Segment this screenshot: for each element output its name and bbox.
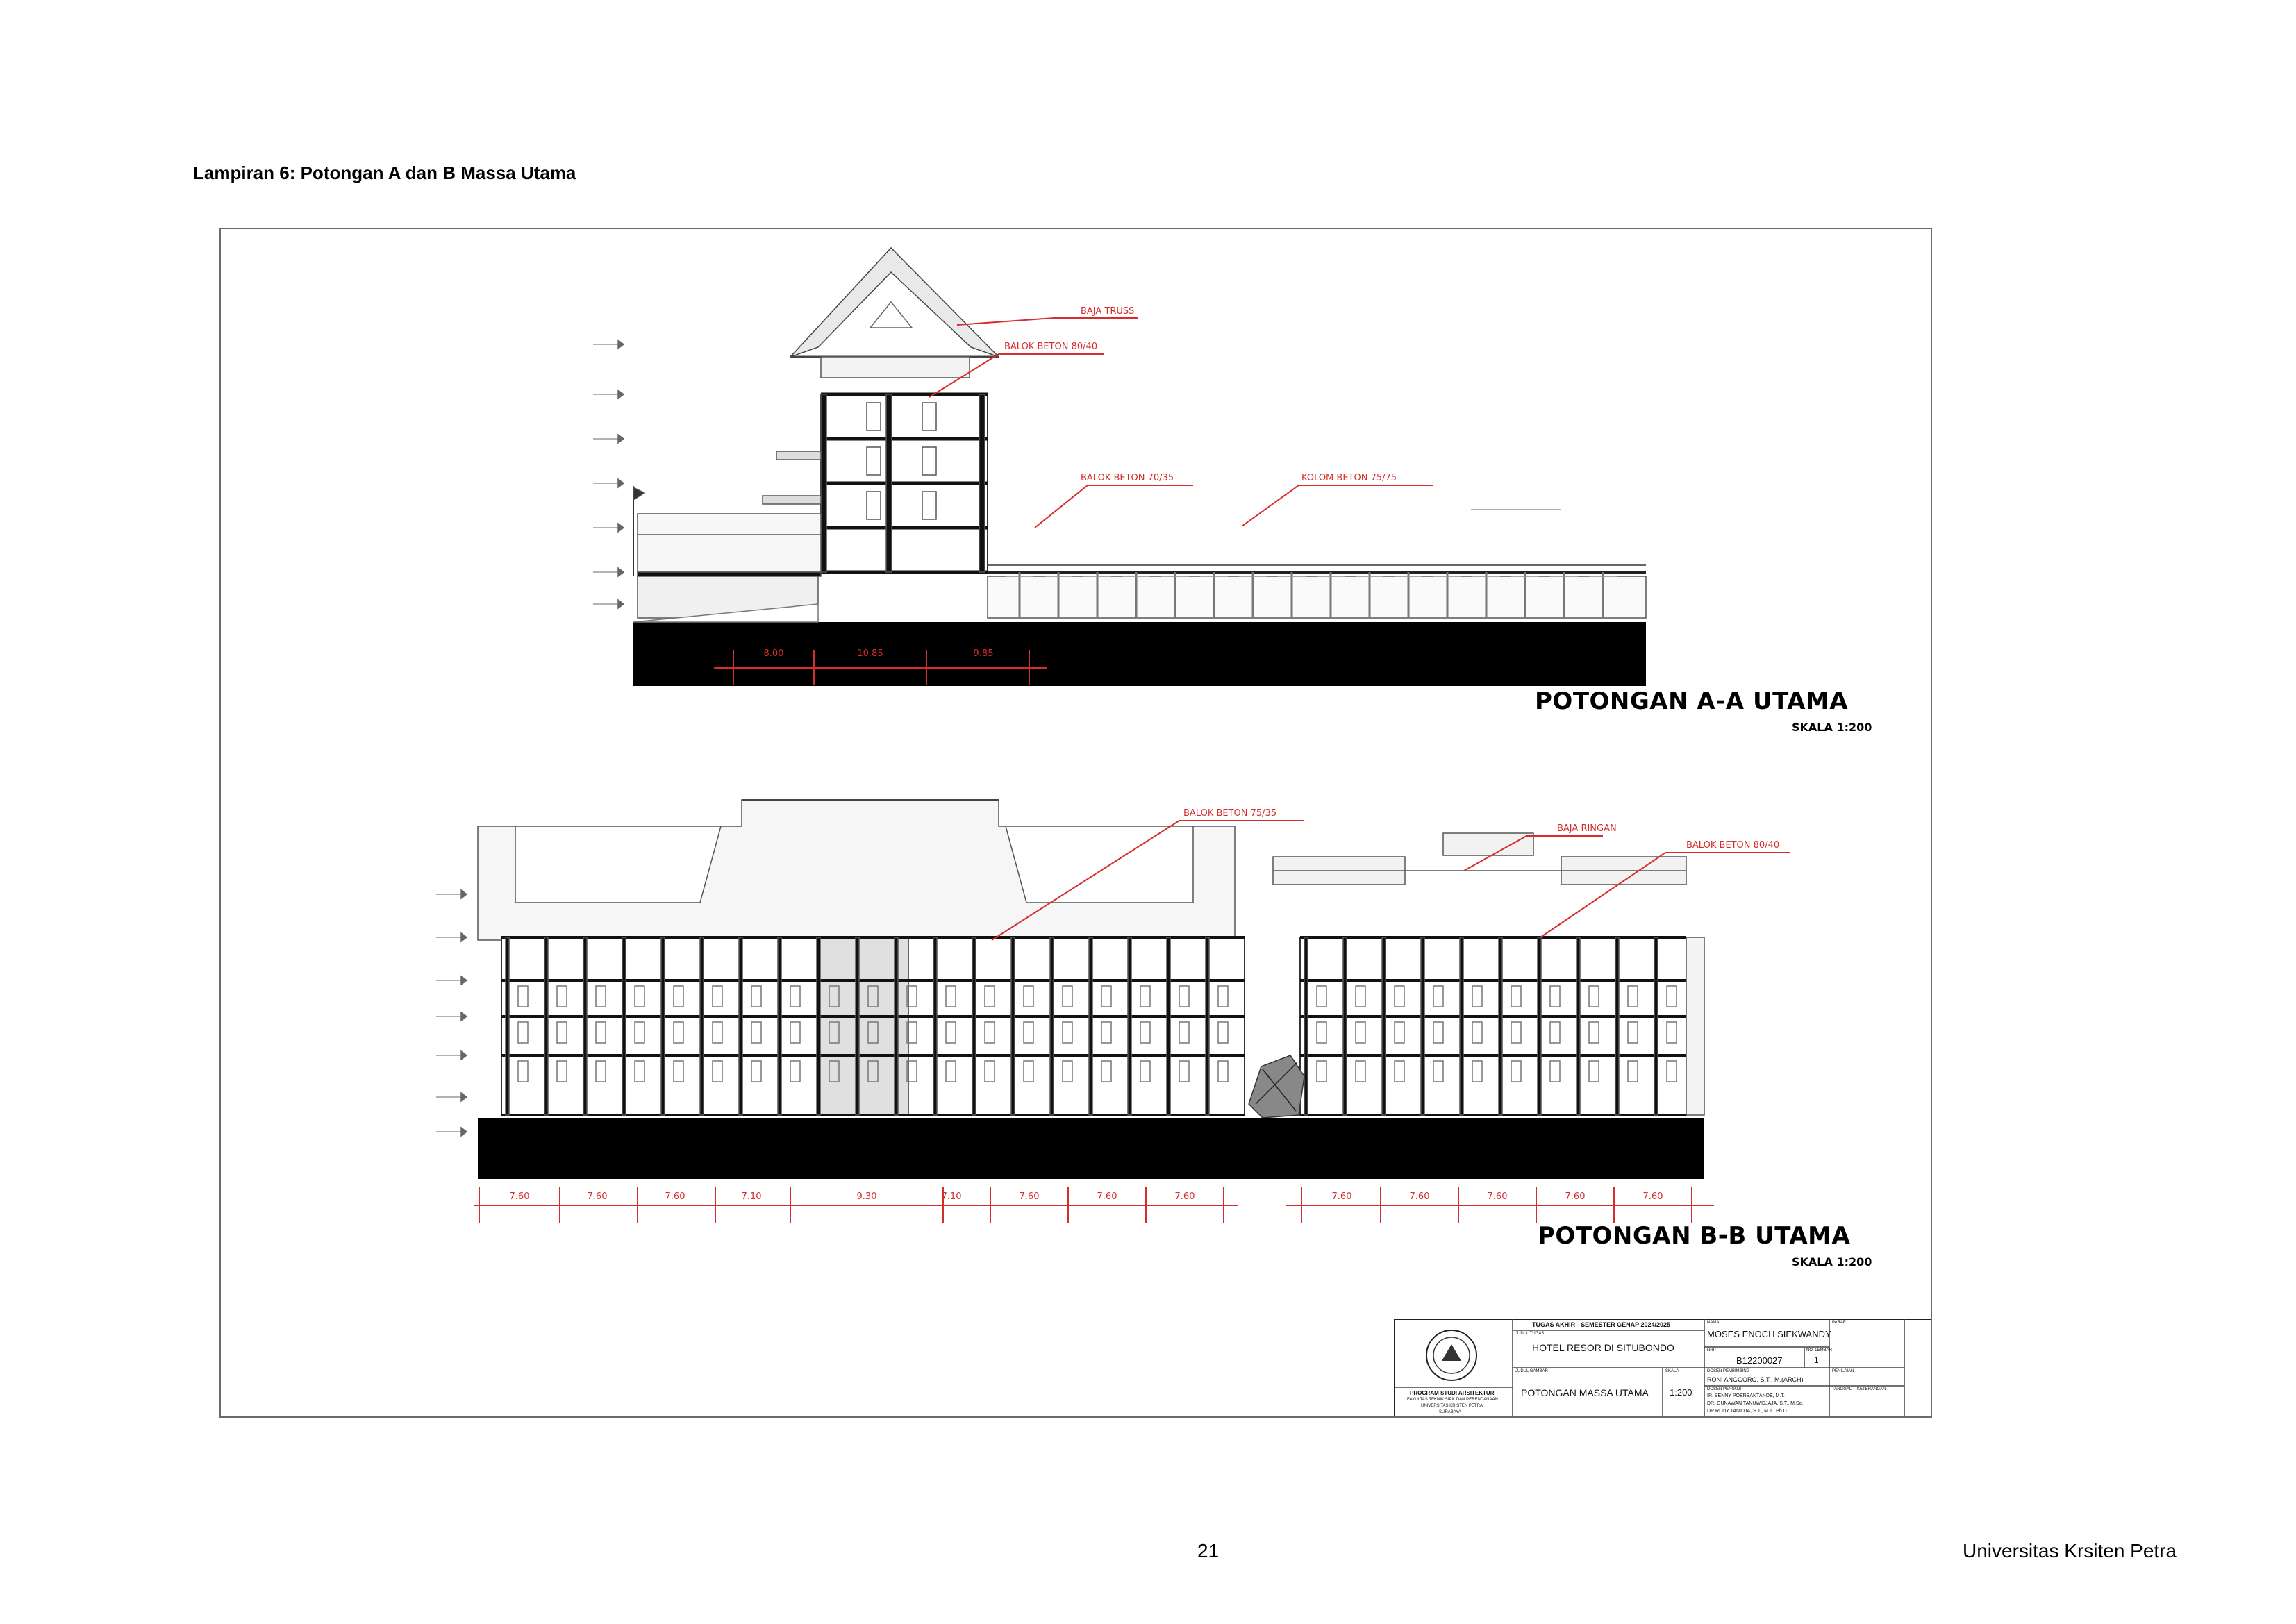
footer-institution: Universitas Krsiten Petra — [1963, 1540, 2177, 1562]
column — [1382, 937, 1386, 1115]
dimension-b-left: 7.60 — [665, 1191, 685, 1202]
dimension-b-left: 7.10 — [741, 1191, 762, 1202]
title-block-date-label: TANGGAL — [1832, 1387, 1852, 1391]
dimension-b-left: 7.60 — [509, 1191, 530, 1202]
title-block-frame — [1395, 1319, 1932, 1418]
column — [622, 937, 626, 1115]
dimension-b-right: 7.60 — [1642, 1191, 1663, 1202]
column — [1538, 937, 1541, 1115]
title-block-project: HOTEL RESOR DI SITUBONDO — [1532, 1342, 1674, 1353]
title-block-name-label: NAMA — [1707, 1321, 1720, 1325]
column — [1343, 937, 1347, 1115]
dimension-b-left: 7.10 — [941, 1191, 962, 1202]
dimension-b-left: 7.60 — [1174, 1191, 1195, 1202]
callout-balok-beton-70-35: BALOK BETON 70/35 — [1081, 473, 1174, 483]
title-block-examiners-label: DOSEN PENGUJI — [1707, 1387, 1742, 1391]
column — [506, 937, 509, 1115]
title-block-sheet: 1 — [1814, 1355, 1819, 1365]
column — [1421, 937, 1424, 1115]
section-a-roof — [790, 248, 999, 357]
title-block-notes-label: KETERANGAN — [1857, 1387, 1886, 1391]
section-b-scale: SKALA 1:200 — [1792, 1255, 1872, 1269]
column — [1089, 937, 1092, 1115]
dimension-a: 10.85 — [857, 648, 883, 659]
section-b-ground — [478, 1118, 1704, 1179]
column — [1011, 937, 1015, 1115]
title-block-examiner: IR. BENNY POERBANTANOE, M.T. — [1707, 1393, 1785, 1398]
column — [856, 937, 859, 1115]
column — [972, 937, 976, 1115]
column — [1050, 937, 1054, 1115]
title-block-drawing: POTONGAN MASSA UTAMA — [1521, 1387, 1649, 1398]
dimension-b-right: 7.60 — [1409, 1191, 1430, 1202]
title-block-approval-label: PARAF — [1832, 1321, 1846, 1325]
column — [1577, 937, 1580, 1115]
column — [661, 937, 665, 1115]
column — [1167, 937, 1170, 1115]
section-b-drawing — [436, 800, 1704, 1179]
dimension-b-right: 7.60 — [1487, 1191, 1508, 1202]
page-caption: Lampiran 6: Potongan A dan B Massa Utama — [193, 162, 576, 183]
title-block-scale: 1:200 — [1670, 1387, 1692, 1398]
dimension-b-left: 7.60 — [1097, 1191, 1117, 1202]
dimension-b-left: 7.60 — [1019, 1191, 1040, 1202]
dimension-b-right: 7.60 — [1565, 1191, 1586, 1202]
column — [739, 937, 742, 1115]
column — [1128, 937, 1131, 1115]
drawing-sheet — [219, 228, 1932, 1418]
column — [1499, 937, 1502, 1115]
dimension-b-right: 7.60 — [1331, 1191, 1352, 1202]
title-block-supervisor: RONI ANGGORO, S.T., M.(ARCH) — [1707, 1376, 1804, 1383]
column — [583, 937, 587, 1115]
section-a-ground — [633, 622, 1646, 686]
title-block-examiner: DR. GUNAWAN TANUWIDJAJA, S.T., M.Sc. — [1707, 1401, 1804, 1406]
title-block-ordinal-label: PENILAIAN — [1832, 1369, 1854, 1373]
callout-balok-beton-80-40-b: BALOK BETON 80/40 — [1686, 840, 1780, 851]
callout-baja-ringan: BAJA RINGAN — [1557, 823, 1617, 834]
callout-balok-beton-80-40-a: BALOK BETON 80/40 — [1004, 342, 1098, 352]
title-block-nrp-label: NRP — [1707, 1348, 1716, 1353]
title-block-city: SURABAYA — [1439, 1410, 1461, 1414]
dimension-a: 9.85 — [973, 648, 994, 659]
column — [1206, 937, 1209, 1115]
column — [1654, 937, 1658, 1115]
column — [895, 937, 898, 1115]
column — [1304, 937, 1308, 1115]
callout-baja-truss: BAJA TRUSS — [1081, 306, 1135, 317]
page-number: 21 — [1197, 1540, 1220, 1562]
title-block-supervisor-label: DOSEN PEMBIMBING — [1707, 1369, 1750, 1373]
dimension-a: 8.00 — [763, 648, 784, 659]
callout-balok-beton-75-35: BALOK BETON 75/35 — [1183, 808, 1277, 819]
title-block-name: MOSES ENOCH SIEKWANDY — [1707, 1329, 1831, 1339]
title-block-faculty: FAKULTAS TEKNIK SIPIL DAN PERENCANAAN — [1407, 1398, 1498, 1402]
column — [933, 937, 937, 1115]
column — [1460, 937, 1463, 1115]
column — [544, 937, 548, 1115]
title-block-nrp: B12200027 — [1736, 1355, 1783, 1366]
section-b-title: POTONGAN B-B UTAMA — [1538, 1222, 1851, 1250]
title-block-project-label: JUDUL TUGAS — [1515, 1332, 1545, 1336]
title-block-course: TUGAS AKHIR - SEMESTER GENAP 2024/2025 — [1532, 1321, 1671, 1328]
column — [700, 937, 704, 1115]
title-block-university: UNIVERSITAS KRISTEN PETRA — [1421, 1404, 1483, 1408]
column — [1615, 937, 1619, 1115]
callout-kolom-beton-75-75: KOLOM BETON 75/75 — [1301, 473, 1397, 483]
title-block-drawing-label: JUDUL GAMBAR — [1515, 1369, 1548, 1373]
title-block-examiner: DR.RUDY TANIDJA, S.T., M.T., Ph.D. — [1707, 1409, 1788, 1414]
section-a-title: POTONGAN A-A UTAMA — [1535, 687, 1849, 715]
dimension-b-left: 7.60 — [587, 1191, 608, 1202]
column — [817, 937, 820, 1115]
column — [778, 937, 781, 1115]
title-block-program: PROGRAM STUDI ARSITEKTUR — [1410, 1390, 1495, 1396]
section-a-scale: SKALA 1:200 — [1792, 721, 1872, 734]
title-block-scale-label: SKALA — [1665, 1369, 1679, 1373]
dimension-b-left: 9.30 — [856, 1191, 877, 1202]
title-block-sheet-label: NO. LEMBAR — [1806, 1348, 1833, 1353]
